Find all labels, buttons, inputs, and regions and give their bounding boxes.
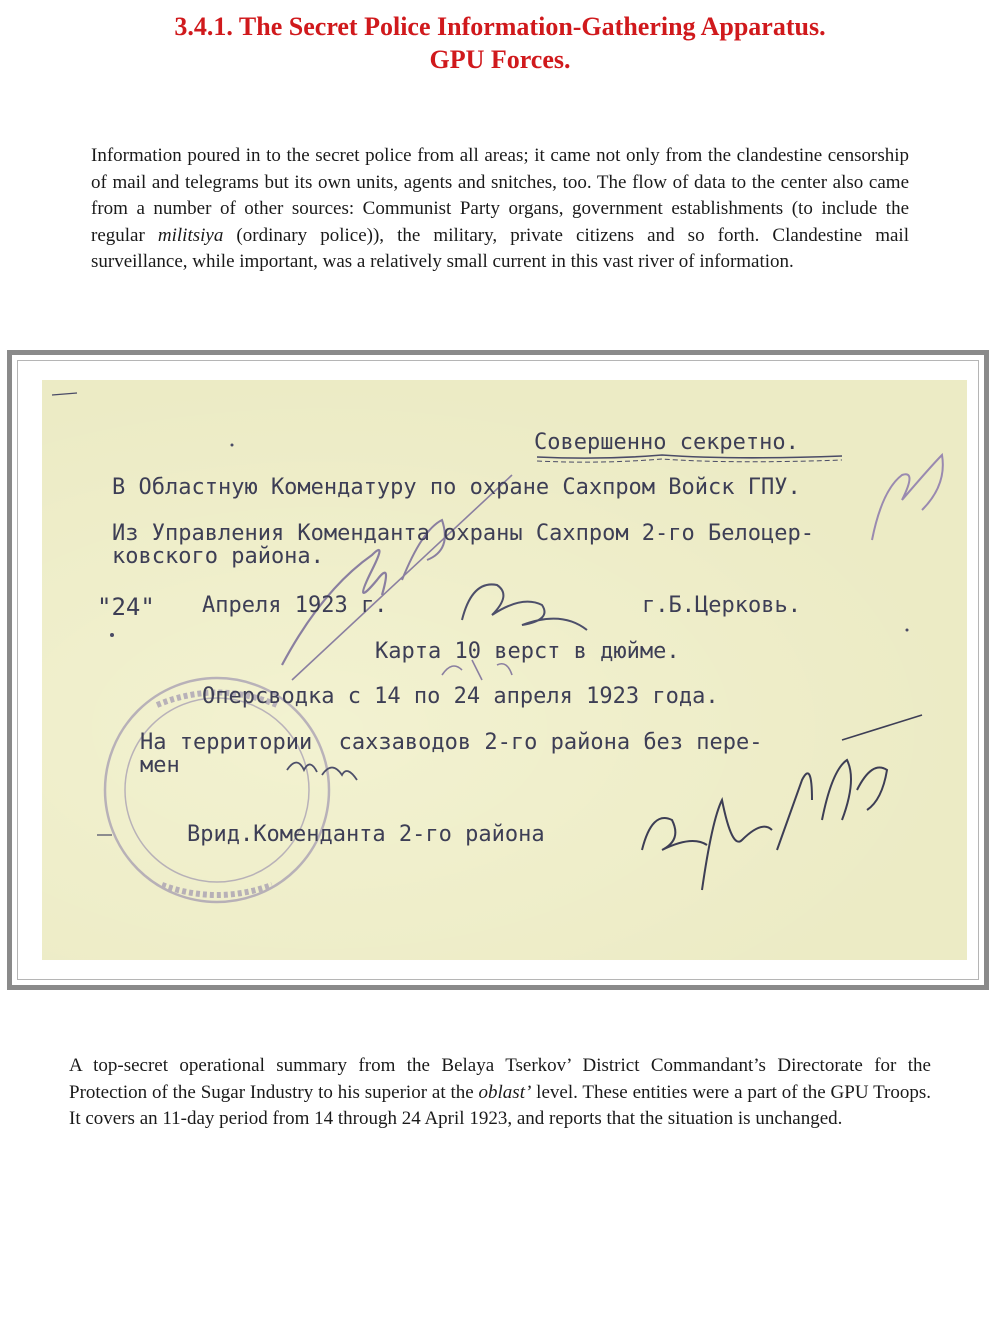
doc-line-secret: Совершенно секретно. [534, 430, 799, 455]
doc-line-place: г.Б.Церковь. [642, 593, 801, 618]
signature-top-right [872, 455, 943, 540]
doc-line-signatory: Врид.Коменданта 2-го района [187, 822, 545, 847]
doc-line-date-day: "24" [97, 593, 155, 621]
title-line-2: GPU Forces. [429, 45, 571, 74]
title-line-1: 3.4.1. The Secret Police Information-Gathering Apparatus. [174, 12, 826, 41]
heading-underline [537, 455, 842, 458]
caption-paragraph [69, 1053, 931, 1133]
round-stamp [105, 678, 329, 902]
signature-main [642, 760, 887, 890]
page-title [0, 10, 1000, 76]
intro-italic-term: militsiya [157, 224, 224, 246]
document-frame [7, 350, 989, 990]
doc-line-from-cont: ковского района. [112, 544, 324, 569]
caption-text: A top-secret operational summary from the Belaya Tserkov’ District Commandant’s Directorate for the Protection of the Sugar Industry to his superior at the [69, 1055, 931, 1103]
doc-line-map: Карта 10 верст в дюйме. [375, 639, 680, 664]
doc-line-territory: На территории сахзаводов 2-го района без пере- [140, 730, 763, 755]
doc-line-territory-cont: мен [140, 753, 180, 778]
intro-text-end: (ordinary police)), the military, private citizens and so forth. Clandestine mail surveillance, while important, was a relatively small current in this vast river of information. [91, 224, 909, 272]
document-markings [42, 380, 967, 960]
pen-stroke [842, 715, 922, 740]
document-scan [42, 380, 967, 960]
doc-line-addressee: В Областную Комендатуру по охране Сахпром Войск ГПУ. [112, 475, 801, 500]
caption-italic-term: oblast’ [478, 1081, 532, 1103]
doc-line-date-month: Апреля 1923 г. [202, 593, 388, 618]
caption-text-end: level. These entities were a part of the GPU Troops. It covers an 11-day period from 14 through 24 April 1923, and reports that the situation is unchanged. [69, 1081, 931, 1129]
heading-double-underline [537, 459, 842, 462]
doc-line-summary: Оперсводка с 14 по 24 апреля 1923 года. [202, 684, 719, 709]
signature-middle [462, 584, 587, 630]
intro-text: Information poured in to the secret police from all areas; it came not only from the clandestine censorship of mail and telegrams but its own units, agents and snitches, too. The flow of data to the center also came from a number of other sources: Communist Party organs, government establishments (to include the regular [91, 145, 909, 246]
intro-paragraph [91, 143, 909, 276]
handwritten-number [287, 763, 357, 781]
doc-line-from: Из Управления Коменданта охраны Сахпром 2-го Белоцер- [112, 521, 814, 546]
